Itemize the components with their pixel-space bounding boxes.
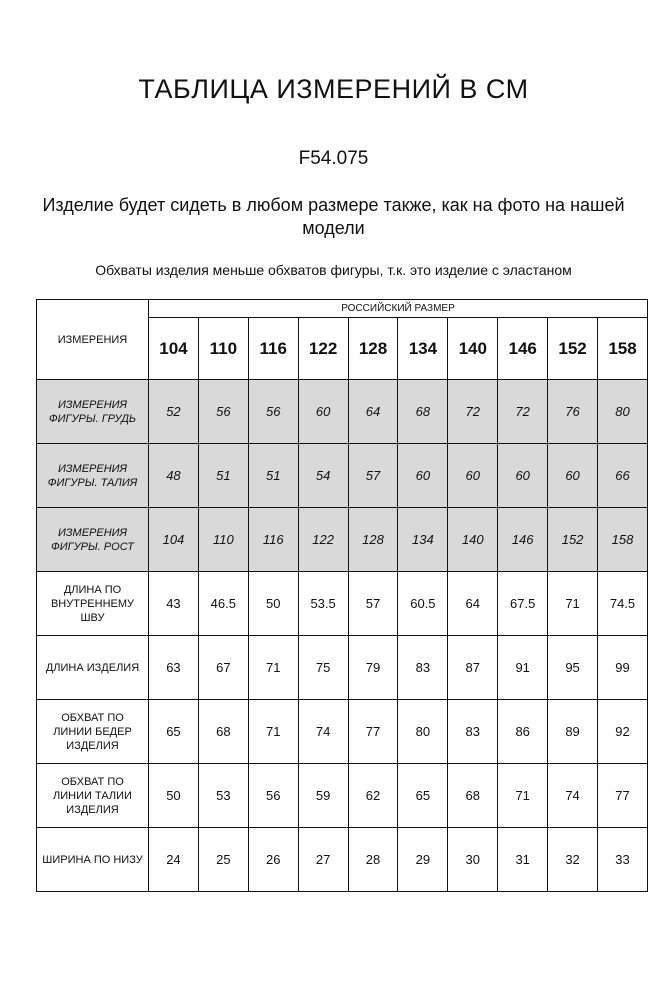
row-label: ШИРИНА ПО НИЗУ	[37, 828, 149, 892]
table-cell: 67.5	[498, 572, 548, 636]
row-label: ДЛИНА ПО ВНУТРЕННЕМУ ШВУ	[37, 572, 149, 636]
table-cell: 71	[248, 636, 298, 700]
table-cell: 50	[248, 572, 298, 636]
table-cell: 87	[448, 636, 498, 700]
table-cell: 27	[298, 828, 348, 892]
page-title: ТАБЛИЦА ИЗМЕРЕНИЙ В СМ	[138, 74, 529, 104]
row-label: ОБХВАТ ПО ЛИНИИ БЕДЕР ИЗДЕЛИЯ	[37, 700, 149, 764]
size-header-cell: 128	[348, 318, 398, 380]
table-cell: 74	[298, 700, 348, 764]
table-cell: 75	[298, 636, 348, 700]
table-cell: 59	[298, 764, 348, 828]
table-cell: 83	[398, 636, 448, 700]
table-cell: 57	[348, 444, 398, 508]
table-row	[37, 700, 648, 764]
table-cell: 71	[248, 700, 298, 764]
table-cell: 60	[448, 444, 498, 508]
table-cell: 110	[198, 508, 248, 572]
table-cell: 71	[498, 764, 548, 828]
table-cell: 77	[348, 700, 398, 764]
table-cell: 122	[298, 508, 348, 572]
table-cell: 60	[498, 444, 548, 508]
table-cell: 53.5	[298, 572, 348, 636]
table-cell: 158	[598, 508, 648, 572]
table-row	[37, 636, 648, 700]
table-cell: 72	[448, 380, 498, 444]
row-label: ИЗМЕРЕНИЯ ФИГУРЫ. РОСТ	[37, 508, 149, 572]
table-cell: 95	[548, 636, 598, 700]
table-body	[37, 380, 648, 892]
table-cell: 64	[348, 380, 398, 444]
table-cell: 99	[598, 636, 648, 700]
elastane-note: Обхваты изделия меньше обхватов фигуры, т.к. это изделие с эластаном	[95, 262, 572, 278]
table-cell: 56	[248, 380, 298, 444]
table-row	[37, 828, 648, 892]
size-header-cell: 134	[398, 318, 448, 380]
size-table	[36, 299, 648, 892]
table-cell: 52	[149, 380, 199, 444]
row-label: ИЗМЕРЕНИЯ ФИГУРЫ. ГРУДЬ	[37, 380, 149, 444]
table-row	[37, 764, 648, 828]
table-cell: 48	[149, 444, 199, 508]
table-cell: 74.5	[598, 572, 648, 636]
table-cell: 92	[598, 700, 648, 764]
table-cell: 57	[348, 572, 398, 636]
table-cell: 86	[498, 700, 548, 764]
table-cell: 65	[149, 700, 199, 764]
table-cell: 43	[149, 572, 199, 636]
size-header-cell: 104	[149, 318, 199, 380]
size-header-cell: 140	[448, 318, 498, 380]
table-cell: 66	[598, 444, 648, 508]
table-cell: 24	[149, 828, 199, 892]
table-row	[37, 380, 648, 444]
table-cell: 33	[598, 828, 648, 892]
table-cell: 53	[198, 764, 248, 828]
table-cell: 60	[298, 380, 348, 444]
table-cell: 51	[248, 444, 298, 508]
table-cell: 80	[598, 380, 648, 444]
table-cell: 146	[498, 508, 548, 572]
table-cell: 56	[248, 764, 298, 828]
table-row	[37, 572, 648, 636]
row-label: ИЗМЕРЕНИЯ ФИГУРЫ. ТАЛИЯ	[37, 444, 149, 508]
table-cell: 74	[548, 764, 598, 828]
table-cell: 67	[198, 636, 248, 700]
table-cell: 64	[448, 572, 498, 636]
size-header-cell: 110	[198, 318, 248, 380]
table-cell: 116	[248, 508, 298, 572]
table-cell: 140	[448, 508, 498, 572]
table-cell: 56	[198, 380, 248, 444]
table-cell: 54	[298, 444, 348, 508]
table-cell: 79	[348, 636, 398, 700]
russian-size-header: РОССИЙСКИЙ РАЗМЕР	[149, 300, 648, 318]
table-row	[37, 508, 648, 572]
table-cell: 77	[598, 764, 648, 828]
table-cell: 25	[198, 828, 248, 892]
table-cell: 30	[448, 828, 498, 892]
row-label: ОБХВАТ ПО ЛИНИИ ТАЛИИ ИЗДЕЛИЯ	[37, 764, 149, 828]
size-header-cell: 116	[248, 318, 298, 380]
table-cell: 26	[248, 828, 298, 892]
table-row	[37, 444, 648, 508]
fit-note: Изделие будет сидеть в любом размере также, как на фото на нашей модели	[42, 195, 625, 238]
table-cell: 128	[348, 508, 398, 572]
table-cell: 68	[448, 764, 498, 828]
table-cell: 60	[398, 444, 448, 508]
row-label: ДЛИНА ИЗДЕЛИЯ	[37, 636, 149, 700]
table-cell: 104	[149, 508, 199, 572]
table-cell: 60.5	[398, 572, 448, 636]
size-header-cell: 122	[298, 318, 348, 380]
table-cell: 60	[548, 444, 598, 508]
table-cell: 50	[149, 764, 199, 828]
table-cell: 76	[548, 380, 598, 444]
table-cell: 29	[398, 828, 448, 892]
table-cell: 31	[498, 828, 548, 892]
size-header-cell: 146	[498, 318, 548, 380]
table-cell: 152	[548, 508, 598, 572]
product-code: F54.075	[298, 148, 369, 169]
table-cell: 51	[198, 444, 248, 508]
table-cell: 89	[548, 700, 598, 764]
table-cell: 80	[398, 700, 448, 764]
size-header-cell: 158	[598, 318, 648, 380]
table-cell: 72	[498, 380, 548, 444]
table-cell: 65	[398, 764, 448, 828]
measurements-header: ИЗМЕРЕНИЯ	[37, 300, 149, 380]
table-cell: 46.5	[198, 572, 248, 636]
table-cell: 68	[398, 380, 448, 444]
table-cell: 71	[548, 572, 598, 636]
table-cell: 32	[548, 828, 598, 892]
table-cell: 68	[198, 700, 248, 764]
table-cell: 28	[348, 828, 398, 892]
table-cell: 63	[149, 636, 199, 700]
table-cell: 134	[398, 508, 448, 572]
table-cell: 91	[498, 636, 548, 700]
table-cell: 62	[348, 764, 398, 828]
table-cell: 83	[448, 700, 498, 764]
size-header-cell: 152	[548, 318, 598, 380]
